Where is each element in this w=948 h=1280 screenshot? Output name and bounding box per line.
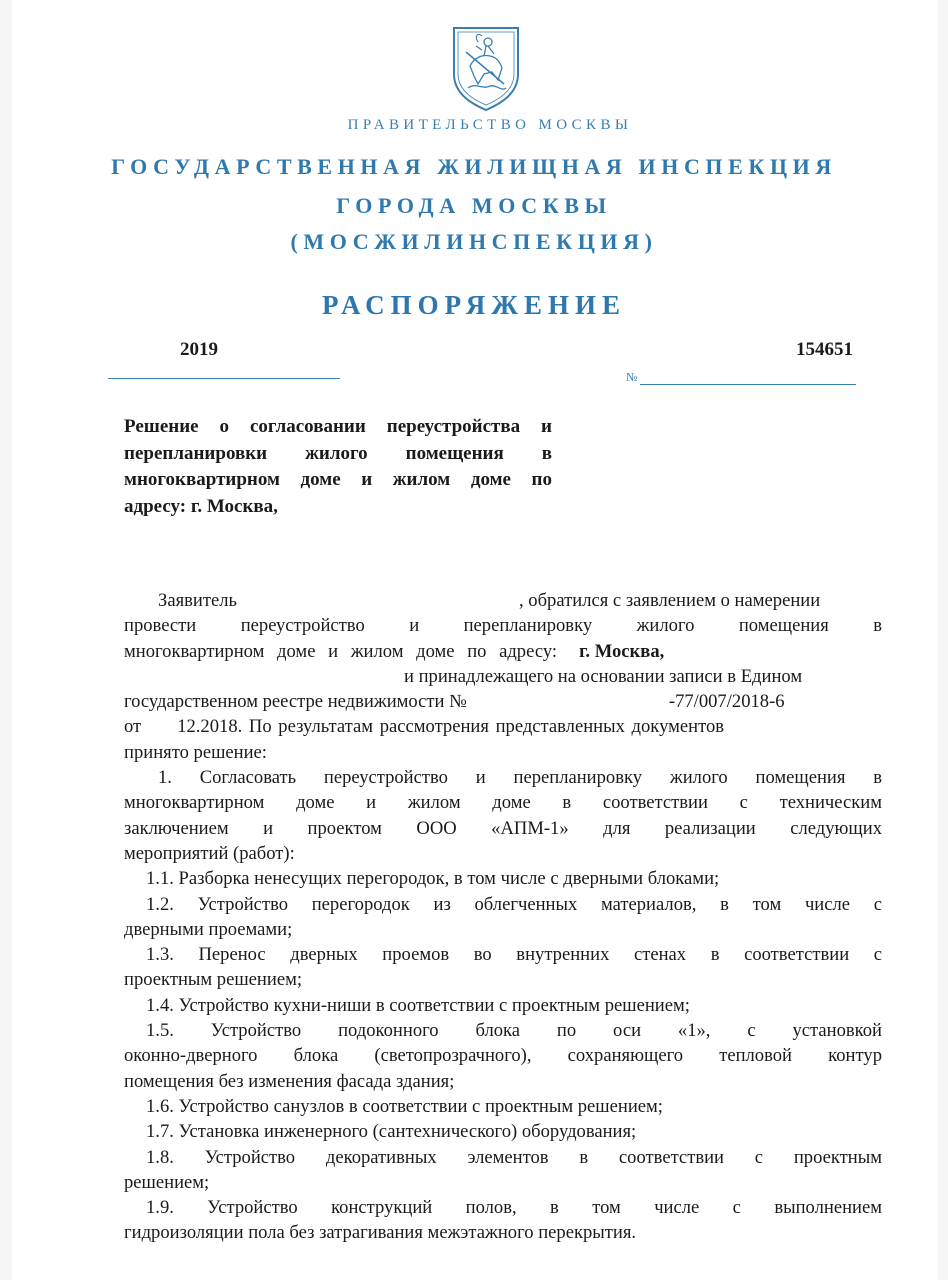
applicant-request: , обратился с заявлением о намерении <box>519 590 821 611</box>
date-underline <box>108 378 340 379</box>
body-line: провести переустройство и перепланировку жилого помещения в <box>124 615 882 637</box>
registry-date-text: 12.2018. По результатам рассмотрения представленных документов <box>177 716 725 738</box>
list-item-cont: решением; <box>124 1171 210 1193</box>
list-item: 1.6. Устройство санузлов в соответствии с проектным решением; <box>146 1095 663 1117</box>
agency-name-line2: ГОРОДА МОСКВЫ <box>336 193 612 218</box>
document-subject <box>124 414 552 520</box>
body-line <box>124 639 882 664</box>
body-line: принято решение: <box>124 741 267 763</box>
date-prefix: от <box>124 716 142 738</box>
government-name: ПРАВИТЕЛЬСТВО МОСКВЫ <box>347 117 633 133</box>
list-item: 1.5. Устройство подоконного блока по оси «1», с установкой <box>146 1020 882 1042</box>
number-sign: № <box>626 370 638 384</box>
document-number: 154651 <box>796 339 853 360</box>
registry-label: государственном реестре недвижимости № <box>124 691 467 713</box>
document-body <box>124 588 882 1246</box>
list-item: 1.9. Устройство конструкций полов, в том числе с выполнением <box>146 1197 882 1219</box>
applicant-label: Заявитель <box>158 590 237 611</box>
list-item-cont: проектным решением; <box>124 969 303 991</box>
body-line <box>124 689 882 714</box>
body-line: заключением и проектом ООО «АПМ-1» для реализации следующих <box>124 817 882 839</box>
list-item: 1.4. Устройство кухни-ниши в соответствии с проектным решением; <box>146 994 690 1016</box>
list-item-cont: оконно-дверного блока (светопрозрачного), сохраняющего тепловой контур <box>124 1045 882 1067</box>
body-line: многоквартирном доме и жилом доме в соответствии с техническим <box>124 792 882 814</box>
list-item: 1.1. Разборка ненесущих перегородок, в том числе с дверными блоками; <box>146 868 720 890</box>
agency-name-line1: ГОСУДАРСТВЕННАЯ ЖИЛИЩНАЯ ИНСПЕКЦИЯ <box>111 154 837 179</box>
subject-line: перепланировки жилого помещения в <box>124 442 552 464</box>
list-item: 1.2. Устройство перегородок из облегченных материалов, в том числе с <box>146 893 882 915</box>
list-item-cont: гидроизоляции пола без затрагивания межэтажного перекрытия. <box>124 1222 637 1244</box>
list-item-cont: дверными проемами; <box>124 918 293 940</box>
body-line: и принадлежащего на основании записи в Едином <box>404 665 803 687</box>
address-label: многоквартирном доме и жилом доме по адресу: <box>124 640 558 662</box>
moscow-coat-of-arms-icon <box>448 22 524 112</box>
document-date: 2019 <box>180 339 218 360</box>
subject-address: адресу: г. Москва, <box>124 495 278 517</box>
list-item-cont: помещения без изменения фасада здания; <box>124 1070 455 1092</box>
registry-number: -77/007/2018-6 <box>668 691 785 713</box>
address-city: г. Москва, <box>579 640 665 662</box>
subject-line: Решение о согласовании переустройства и <box>124 416 552 437</box>
body-line: 1. Согласовать переустройство и перепланировку жилого помещения в <box>158 767 882 789</box>
list-item: 1.7. Установка инженерного (сантехнического) оборудования; <box>146 1121 637 1143</box>
body-line <box>124 588 882 613</box>
agency-name-line3: (МОСЖИЛИНСПЕКЦИЯ) <box>290 229 658 254</box>
number-underline <box>640 384 856 385</box>
body-line <box>124 714 882 739</box>
list-item: 1.3. Перенос дверных проемов во внутренних стенах в соответствии с <box>146 944 882 966</box>
list-item: 1.8. Устройство декоративных элементов в соответствии с проектным <box>146 1146 882 1168</box>
subject-line <box>124 494 552 521</box>
body-line: мероприятий (работ): <box>124 842 295 864</box>
subject-line: многоквартирном доме и жилом доме по <box>124 469 552 490</box>
document-title: РАСПОРЯЖЕНИЕ <box>321 290 627 320</box>
